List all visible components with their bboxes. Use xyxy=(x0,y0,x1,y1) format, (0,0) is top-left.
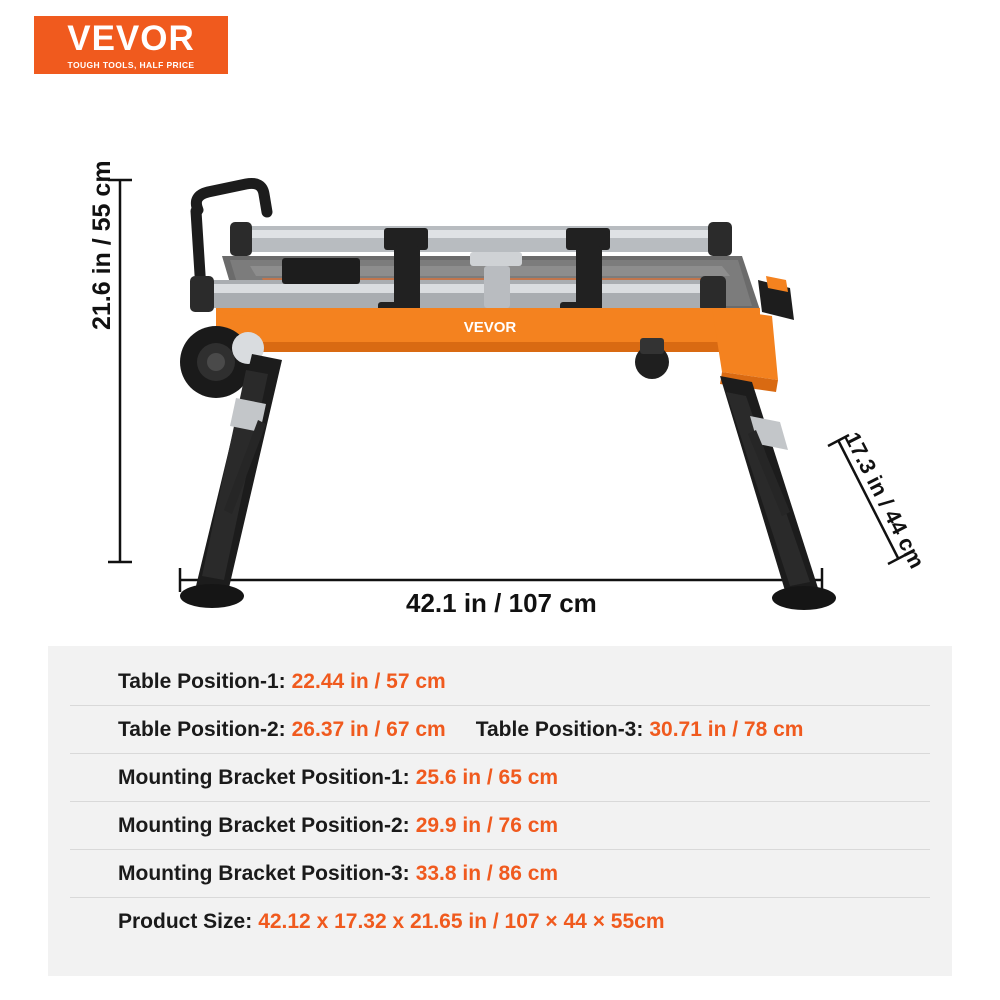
spec-value-secondary: 30.71 in / 78 cm xyxy=(649,717,804,741)
spec-value: 25.6 in / 65 cm xyxy=(415,765,559,789)
spec-row xyxy=(70,898,930,946)
spec-label: Mounting Bracket Position-3: xyxy=(118,861,410,885)
spec-value: 42.12 x 17.32 x 21.65 in / 107 × 44 × 55cm xyxy=(258,910,665,933)
vevor-logo xyxy=(34,16,228,74)
spec-value: 22.44 in / 57 cm xyxy=(291,669,446,693)
spec-row xyxy=(70,754,930,802)
spec-value: 29.9 in / 76 cm xyxy=(415,813,559,837)
spec-label: Table Position-1: xyxy=(118,669,286,693)
spec-label: Mounting Bracket Position-1: xyxy=(118,765,410,789)
center-caster xyxy=(635,338,669,379)
brand-name: VEVOR xyxy=(67,18,195,58)
spec-row xyxy=(70,802,930,850)
spec-label: Mounting Bracket Position-2: xyxy=(118,813,410,837)
deck-detail-box xyxy=(282,258,360,284)
width-dimension-label: 42.1 in / 107 cm xyxy=(406,588,597,618)
spec-value: 33.8 in / 86 cm xyxy=(415,861,559,885)
lower-rail xyxy=(190,276,726,312)
brand-tagline: TOUGH TOOLS, HALF PRICE xyxy=(67,59,195,70)
spec-value: 26.37 in / 67 cm xyxy=(291,717,446,741)
upper-rail xyxy=(230,222,732,256)
spec-label: Product Size: xyxy=(118,910,253,933)
spec-label: Table Position-2: xyxy=(118,717,286,741)
frame-brand-label: VEVOR xyxy=(463,319,517,336)
depth-dimension-label: 17.3 in / 44 cm xyxy=(839,428,930,573)
spec-row xyxy=(70,706,930,754)
product-illustration xyxy=(0,80,1000,640)
spec-secondary-group xyxy=(476,718,804,742)
stand-graphic xyxy=(180,183,836,610)
height-dimension-label: 21.6 in / 55 cm xyxy=(88,160,116,330)
product-dimension-diagram xyxy=(0,80,1000,640)
stand-legs xyxy=(180,354,836,610)
spec-row xyxy=(70,850,930,898)
spec-row xyxy=(70,658,930,706)
spec-label-secondary: Table Position-3: xyxy=(475,717,644,741)
specifications-panel xyxy=(48,646,952,976)
